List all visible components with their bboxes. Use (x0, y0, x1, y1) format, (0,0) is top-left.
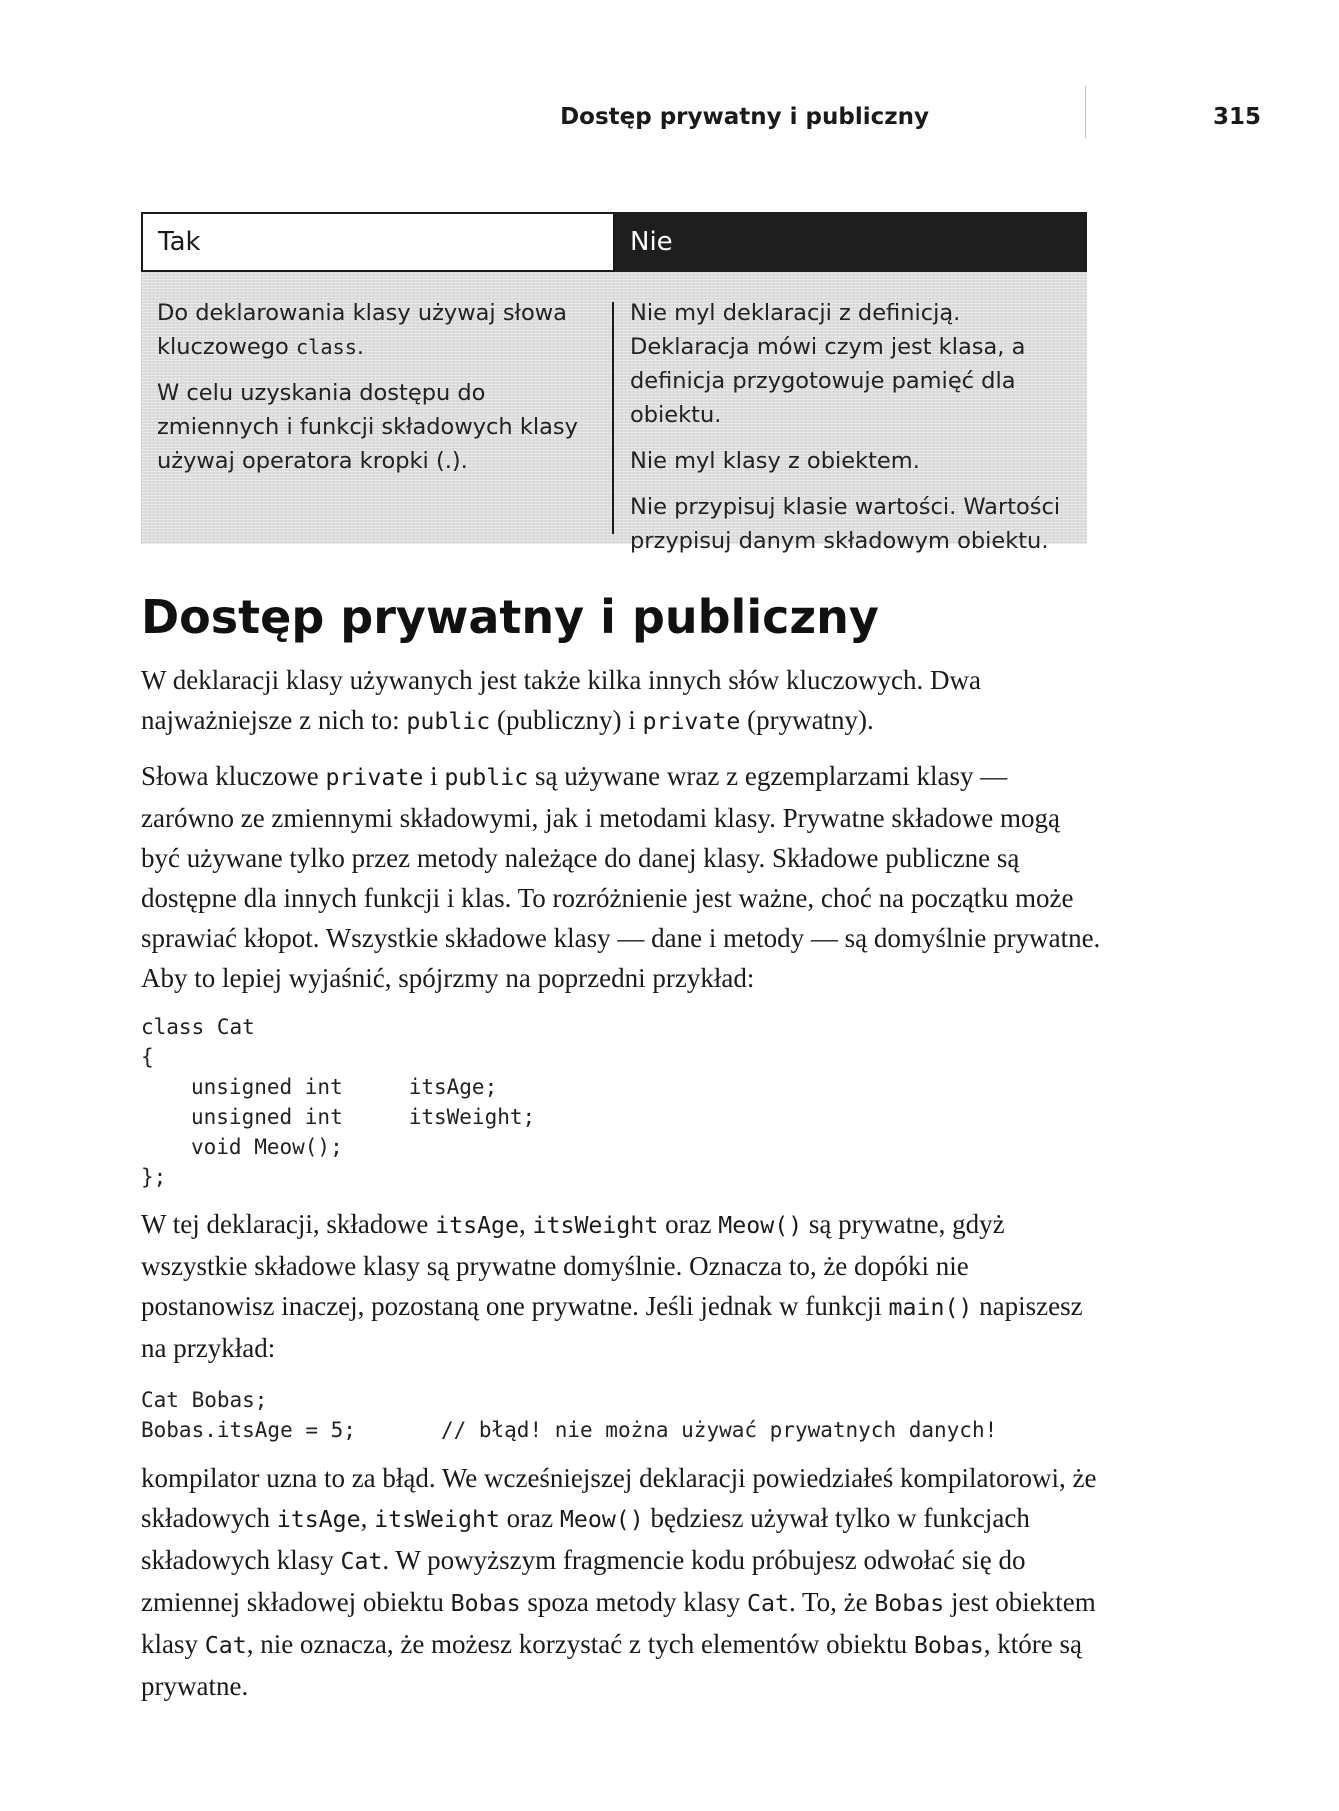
do-item-code: class (295, 335, 357, 359)
header-divider (1085, 86, 1086, 138)
code-comment: // błąd! nie można używać prywatnych danych! (440, 1418, 998, 1442)
inline-code: Bobas (913, 1632, 984, 1659)
code-line: Bobas.itsAge = 5; // błąd! nie można używać prywatnych danych! (141, 1418, 998, 1442)
paragraph: W deklaracji klasy używanych jest także kilka innych słów kluczowych. Dwa najważniejsze z nich to: public (publiczny) i private (prywatny). (141, 665, 981, 735)
do-item-text: Do deklarowania klasy używaj słowa kluczowego (157, 300, 567, 360)
dont-item: Nie myl klasy z obiektem. (630, 448, 920, 474)
inline-code: main() (888, 1294, 973, 1321)
inline-code: Bobas (450, 1590, 521, 1617)
code-line: void Meow(); (191, 1135, 343, 1159)
paragraph: kompilator uzna to za błąd. We wcześniejszej deklaracji powiedziałeś kompilatorowi, że składowych itsAge, itsWeight oraz Meow() będziesz używał tylko w funkcjach składowych klasy Cat. W powyższym fragmencie kodu próbujesz odwołać się do zmiennej składowej obiektu Bobas spoza metody klasy Cat. To, że Bobas jest obiektem klasy Cat, nie oznacza, że możesz korzystać z tych elementów obiektu Bobas, które są prywatne. (141, 1463, 1097, 1701)
inline-code: Meow() (718, 1212, 803, 1239)
do-dont-header (141, 212, 1087, 270)
inline-code: Cat (747, 1590, 789, 1617)
code-line: unsigned int itsWeight; (191, 1105, 536, 1129)
page-number: 315 (1213, 104, 1262, 130)
code-block (141, 1385, 997, 1445)
inline-code: Bobas (874, 1590, 945, 1617)
do-label: Tak (158, 227, 201, 257)
running-title: Dostęp prywatny i publiczny (560, 104, 929, 130)
do-item-text: . (356, 334, 365, 360)
do-column (157, 296, 597, 490)
inline-code: private (325, 764, 424, 791)
code-line: Cat Bobas; (141, 1388, 268, 1412)
code-line: }; (141, 1165, 167, 1189)
do-item: W celu uzyskania dostępu do zmiennych i funkcji składowych klasy używaj operatora kropki (.). (157, 380, 578, 474)
inline-code: public (406, 708, 491, 735)
code-block (141, 1012, 535, 1192)
inline-code: private (642, 708, 741, 735)
inline-code: itsWeight (532, 1212, 659, 1239)
do-dont-table (141, 212, 1087, 554)
inline-code: itsAge (276, 1506, 361, 1533)
inline-code: Cat (204, 1632, 247, 1659)
column-divider (612, 302, 614, 534)
inline-code: itsAge (435, 1212, 520, 1239)
do-dont-body (141, 272, 1087, 554)
dont-item: Nie myl deklaracji z definicją. Deklaracja mówi czym jest klasa, a definicja przygotowuje pamięć dla obiektu. (630, 300, 1026, 428)
code-line: class Cat (141, 1015, 255, 1039)
code-line: { (141, 1045, 154, 1069)
inline-code: Meow() (559, 1506, 644, 1533)
inline-code: public (444, 764, 529, 791)
do-item (157, 296, 597, 364)
dont-column-header (615, 212, 1087, 272)
running-header (0, 96, 1339, 140)
dont-column (630, 296, 1080, 570)
section-heading: Dostęp prywatny i publiczny (141, 590, 879, 644)
paragraph: Słowa kluczowe private i public są używane wraz z egzemplarzami klasy — zarówno ze zmiennymi składowymi, jak i metodami klasy. Prywatne składowe mogą być używane tylko przez metody należące do danej klasy. Składowe publiczne są dostępne dla innych funkcji i klas. To rozróżnienie jest ważne, choć na początku może sprawiać kłopot. Wszystkie składowe klasy — dane i metody — są domyślnie prywatne. Aby to lepiej wyjaśnić, spójrzmy na poprzedni przykład: (141, 761, 1101, 993)
code-line: unsigned int itsAge; (191, 1075, 498, 1099)
do-column-header (141, 212, 615, 272)
dont-label: Nie (630, 227, 673, 257)
paragraph: W tej deklaracji, składowe itsAge, itsWeight oraz Meow() są prywatne, gdyż wszystkie składowe klasy są prywatne domyślnie. Oznacza to, że dopóki nie postanowisz inaczej, pozostaną one prywatne. Jeśli jednak w funkcji main() napiszesz na przykład: (141, 1209, 1083, 1363)
inline-code: Cat (340, 1548, 383, 1575)
dont-item: Nie przypisuj klasie wartości. Wartości przypisuj danym składowym obiektu. (630, 494, 1061, 554)
inline-code: itsWeight (374, 1506, 500, 1533)
